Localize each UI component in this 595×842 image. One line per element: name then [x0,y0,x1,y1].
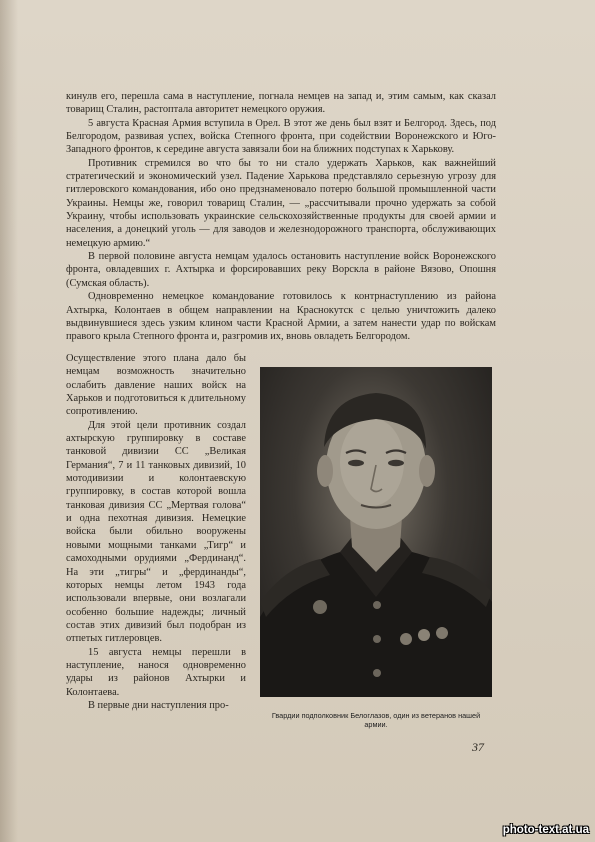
portrait-photo [260,367,492,697]
body-text-top [66,90,496,344]
paragraph: В первой половине августа немцам удалось остановить наступление войск Воронежского фронта, овладевших г. Ахтырка и форсировавших реку Ворскла в районе Вязово, Опошня (Сумская область). [66,251,496,289]
paragraph: 5 августа Красная Армия вступила в Орел. В этот же день был взят и Белгород. Здесь, под Белгородом, развивая успех, войска Степного фронта, при содействии Воронежского и Юго-Западного фронтов, к середине августа завязали бои на ближних подступах к Харькову. [66,117,496,156]
photo-caption: Гвардии подполковник Белоглазов, один из ветеранов нашей армии. [271,711,481,730]
paragraph: Осуществление этого плана дало бы немцам возможность значительно ослабить давление наших войск на Харьков и подготовиться к длительному сопротивлению. [66,353,246,418]
paragraph: кинулв его, перешла сама в наступление, погнала немцев на запад и, этим самым, как сказал товарищ Сталин, растоптала авторитет немецкого оружия. [66,91,496,116]
paragraph: 15 августа немцы перешли в наступление, нанося одновременно удары из районов Ахтырки и Колонтаева. [66,646,246,698]
page-number: 37 [472,740,484,754]
body-text-column [66,352,246,712]
portrait-illustration [260,367,492,697]
paragraph: Для этой цели противник создал ахтырскую группировку в составе танковой дивизии СС „Великая Германия“, 7 и 11 танковых дивизий, 10 мотодивизии и колонтаевскую группировку, в состав которой вошла танковая дивизия СС „Мертвая голова“ и одна пехотная дивизия. Немецкие войска были обильно вооружены новыми мощными танками „Тигр“ и самоходными орудиями „Фердинанд“. На эти „тигры“ и „фердинанды“, которых немцы летом 1943 года использовали впервые, они возлагали особенно большие надежды; личный состав этих дивизий был подобран из отпетых гитлеровцев. [66,419,246,645]
page-edge-shadow [0,0,18,842]
paragraph: Противник стремился во что бы то ни стало удержать Харьков, как важнейший стратегический и экономический узел. Падение Харькова представляло серьезную угрозу для гитлеровского командования, ибо оно предзнаменовало потерю большой промышленной части Украины. Немцы же, говорил товарищ Сталин, — „рассчитывали прочно удержать за собой Украину, чтобы использовать украинские сельскохозяйственные продукты для своей армии и населения, а донецкий уголь — для заводов и железнодорожного транспорта, обслуживающих немецкую армию.“ [66,157,496,249]
watermark: photo-text.at.ua [502,824,589,836]
paragraph: Одновременно немецкое командование готовилось к контрнаступлению из района Ахтырка, Колонтаев в общем направлении на Краснокутск с целью уничтожить далеко выдвинувшиеся здесь узким клином части Красной Армии, а затем нанести удар по войскам правого крыла Степного фронта и, разгромив их, вновь овладеть Белгородом. [66,291,496,343]
paragraph: В первые дни наступления про- [88,699,229,711]
